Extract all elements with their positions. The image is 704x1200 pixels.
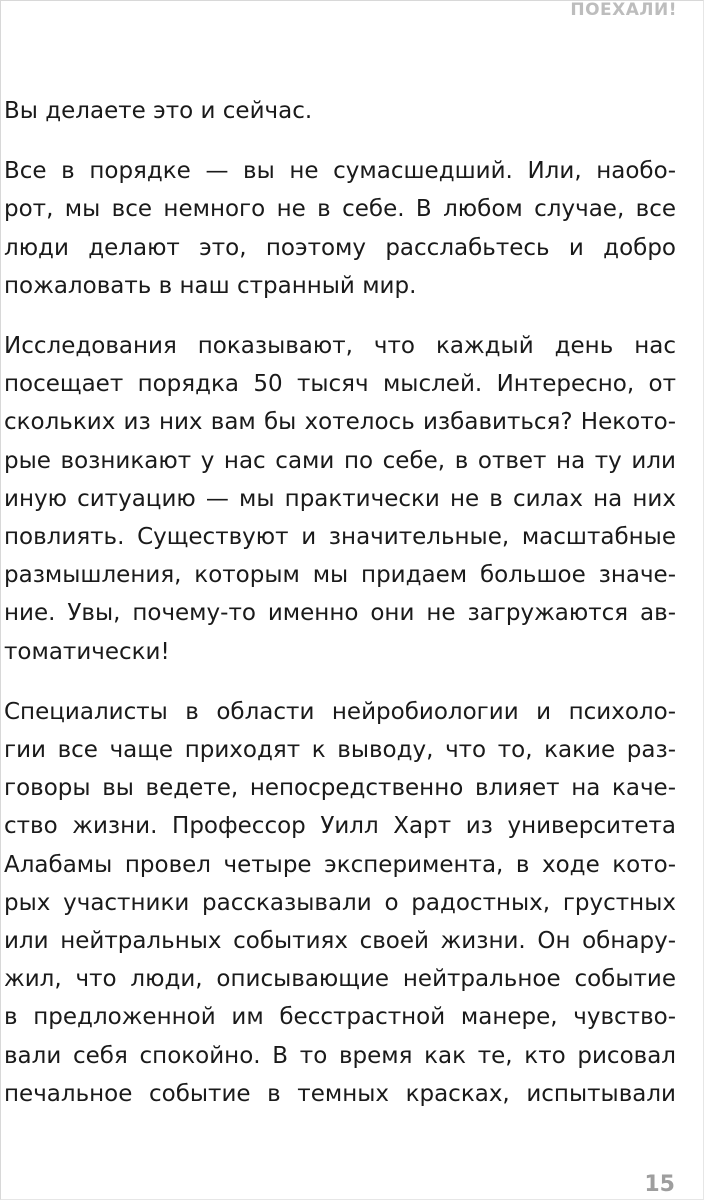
text-line: Все в порядке — вы не сумасшедший. Или, наобо- (4, 158, 676, 185)
text-line: рые возникают у нас сами по себе, в ответ на ту или (4, 447, 676, 474)
text-line: размышления, которым мы придаем большое значе- (4, 562, 676, 589)
text-line: рот, мы все немного не в себе. В любом случае, все (4, 196, 676, 223)
body-text (4, 92, 676, 1135)
text-line: ние. Увы, почему-то именно они не загружаются ав- (4, 600, 676, 627)
paragraph (4, 92, 676, 130)
text-line: иную ситуацию — мы практически не в силах на них (4, 485, 676, 512)
text-line: Алабамы провел четыре эксперимента, в ходе кото- (4, 851, 676, 878)
paragraph (4, 152, 676, 305)
text-line: ство жизни. Профессор Уилл Харт из университета (4, 813, 676, 840)
text-line: рых участники рассказывали о радостных, грустных (4, 889, 676, 916)
text-line: пожаловать в наш странный мир. (4, 272, 417, 299)
text-line: Вы делаете это и сейчас. (4, 98, 313, 124)
text-line: вали себя спокойно. В то время как те, кто рисовал (4, 1042, 676, 1069)
text-line: скольких из них вам бы хотелось избавиться? Некото- (4, 409, 676, 436)
paragraph (4, 693, 676, 1113)
paragraph (4, 327, 676, 671)
text-line: Специалисты в области нейробиологии и психоло- (4, 698, 676, 725)
text-line: повлиять. Существуют и значительные, масштабные (4, 524, 676, 551)
text-line: печальное событие в темных красках, испытывали (4, 1080, 676, 1107)
text-line: в предложенной им бесстрастной манере, чувство- (4, 1004, 676, 1031)
text-line: жил, что люди, описывающие нейтральное событие (4, 966, 676, 993)
text-line: гии все чаще приходят к выводу, что то, какие раз- (4, 737, 676, 764)
text-line: томатически! (4, 638, 170, 665)
text-line: люди делают это, поэтому расслабьтесь и добро (4, 234, 676, 261)
running-head: ПОЕХАЛИ! (570, 0, 677, 20)
page-number: 15 (644, 1172, 675, 1197)
text-line: говоры вы ведете, непосредственно влияет на каче- (4, 775, 676, 802)
text-line: посещает порядка 50 тысяч мыслей. Интересно, от (4, 371, 676, 398)
text-line: Исследования показывают, что каждый день нас (4, 333, 676, 360)
text-line: или нейтральных событиях своей жизни. Он обнару- (4, 928, 676, 955)
